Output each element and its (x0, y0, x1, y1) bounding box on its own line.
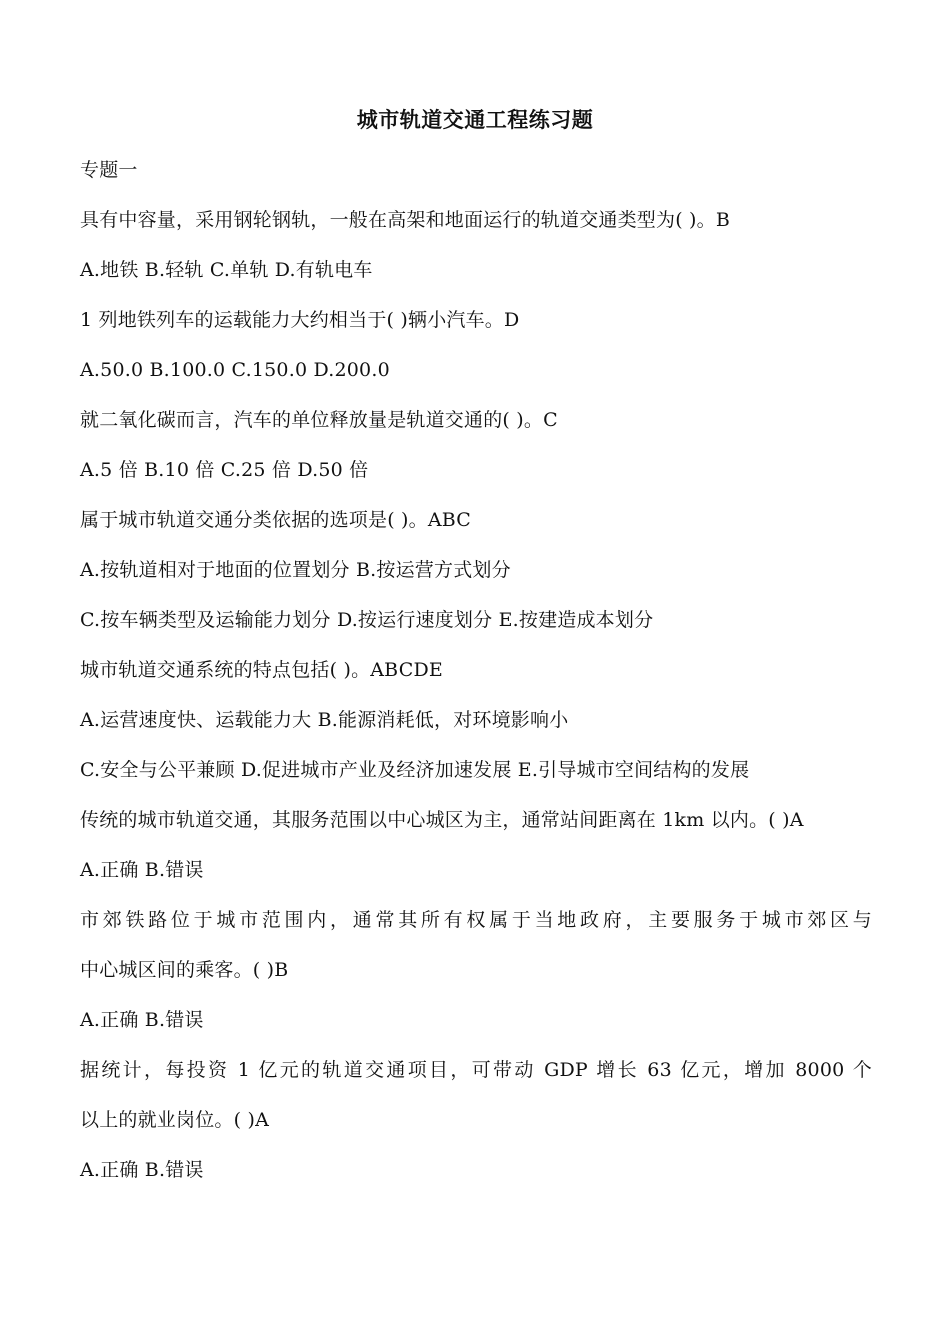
answer-options: A.按轨道相对于地面的位置划分 B.按运营方式划分 (80, 559, 511, 581)
question-list (80, 154, 872, 1204)
answer-options: A.50.0 B.100.0 C.150.0 D.200.0 (80, 359, 390, 381)
section-heading: 专题一 (80, 159, 138, 181)
answer-options: A.正确 B.错误 (80, 859, 204, 881)
question-text-continued: 以上的就业岗位。( )A (80, 1109, 269, 1131)
answer-options: C.按车辆类型及运输能力划分 D.按运行速度划分 E.按建造成本划分 (80, 609, 654, 631)
answer-options: A.5 倍 B.10 倍 C.25 倍 D.50 倍 (80, 459, 369, 481)
answer-options: A.正确 B.错误 (80, 1009, 204, 1031)
answer-options: A.正确 B.错误 (80, 1159, 204, 1181)
answer-options: A.运营速度快、运载能力大 B.能源消耗低，对环境影响小 (80, 709, 569, 731)
question-text: 传统的城市轨道交通，其服务范围以中心城区为主，通常站间距离在 1km 以内。( )A (80, 809, 804, 831)
question-text: 就二氧化碳而言，汽车的单位释放量是轨道交通的( )。C (80, 409, 558, 431)
answer-options: C.安全与公平兼顾 D.促进城市产业及经济加速发展 E.引导城市空间结构的发展 (80, 759, 750, 781)
question-text: 市郊铁路位于城市范围内，通常其所有权属于当地政府，主要服务于城市郊区与 (80, 909, 872, 931)
question-text: 城市轨道交通系统的特点包括( )。ABCDE (80, 659, 443, 681)
question-text: 据统计，每投资 1 亿元的轨道交通项目，可带动 GDP 增长 63 亿元，增加 8000 个 (80, 1059, 872, 1081)
question-text-continued: 中心城区间的乘客。( )B (80, 959, 289, 981)
document-title: 城市轨道交通工程练习题 (356, 107, 594, 132)
question-text: 具有中容量，采用钢轮钢轨，一般在高架和地面运行的轨道交通类型为( )。B (80, 209, 731, 231)
question-text: 属于城市轨道交通分类依据的选项是( )。ABC (80, 509, 472, 531)
question-text: 1 列地铁列车的运载能力大约相当于( )辆小汽车。D (80, 309, 520, 331)
answer-options: A.地铁 B.轻轨 C.单轨 D.有轨电车 (80, 259, 373, 281)
